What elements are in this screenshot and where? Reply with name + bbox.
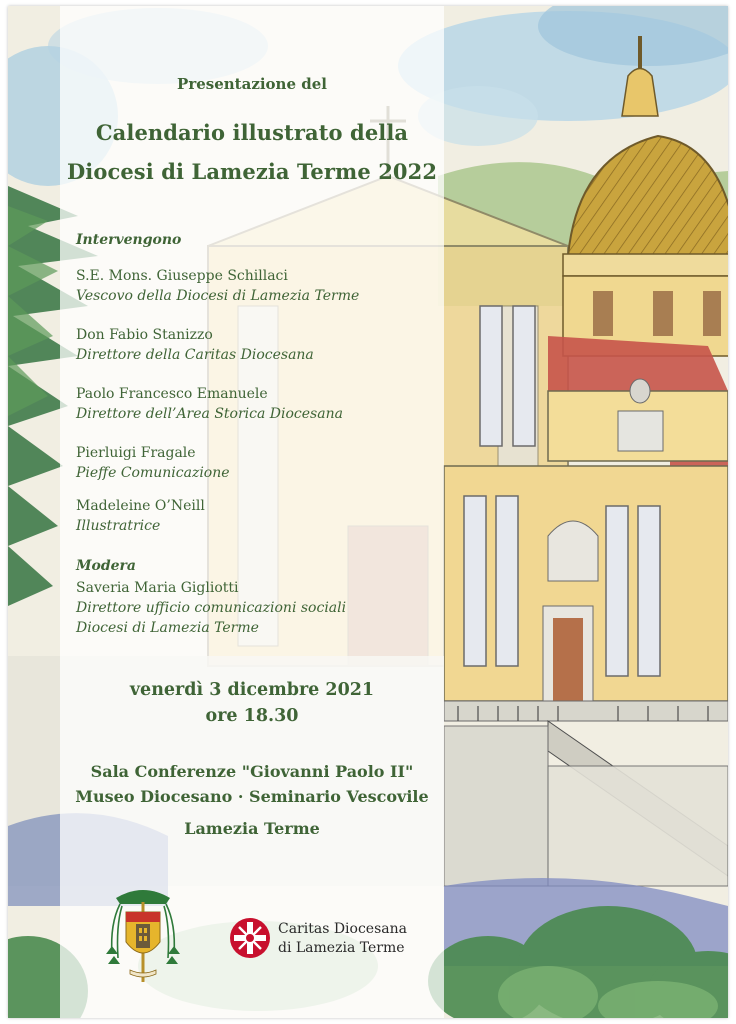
venue-line-3: Lamezia Terme (184, 819, 320, 838)
speaker-3-role: Direttore dell’Area Storica Diocesana (76, 406, 343, 422)
speaker-5-role: Illustratrice (76, 518, 161, 534)
moderator-role-2: Diocesi di Lamezia Terme (76, 620, 259, 636)
venue-line-1: Sala Conferenze "Giovanni Paolo II" (90, 762, 414, 781)
poster (8, 6, 728, 1018)
speaker-4-name: Pierluigi Fragale (76, 445, 196, 461)
event-time: ore 18.30 (205, 706, 299, 726)
speaker-3-name: Paolo Francesco Emanuele (76, 386, 268, 402)
event-date: venerdì 3 dicembre 2021 (129, 680, 375, 700)
caritas-line-1: Caritas Diocesana (278, 921, 407, 937)
speaker-2-role: Direttore della Caritas Diocesana (76, 347, 314, 363)
caritas-cross-icon (228, 916, 272, 960)
speakers-heading: Intervengono (76, 232, 182, 248)
title-line-2: Diocesi di Lamezia Terme 2022 (66, 159, 438, 184)
speaker-1-name: S.E. Mons. Giuseppe Schillaci (76, 268, 288, 284)
intro-text: Presentazione del (177, 75, 327, 93)
moderator-name: Saveria Maria Gigliotti (76, 580, 239, 596)
caritas-line-2: di Lamezia Terme (278, 940, 405, 956)
speaker-5-name: Madeleine O’Neill (76, 498, 205, 514)
speaker-2-name: Don Fabio Stanizzo (76, 327, 213, 343)
speaker-4-role: Pieffe Comunicazione (76, 465, 230, 481)
title-line-1: Calendario illustrato della (95, 120, 409, 145)
moderator-heading: Modera (76, 558, 136, 574)
venue-line-2: Museo Diocesano · Seminario Vescovile (75, 787, 429, 806)
coat-of-arms-icon (102, 884, 184, 984)
moderator-role-1: Direttore ufficio comunicazioni sociali (76, 600, 347, 616)
speaker-1-role: Vescovo della Diocesi di Lamezia Terme (76, 288, 360, 304)
